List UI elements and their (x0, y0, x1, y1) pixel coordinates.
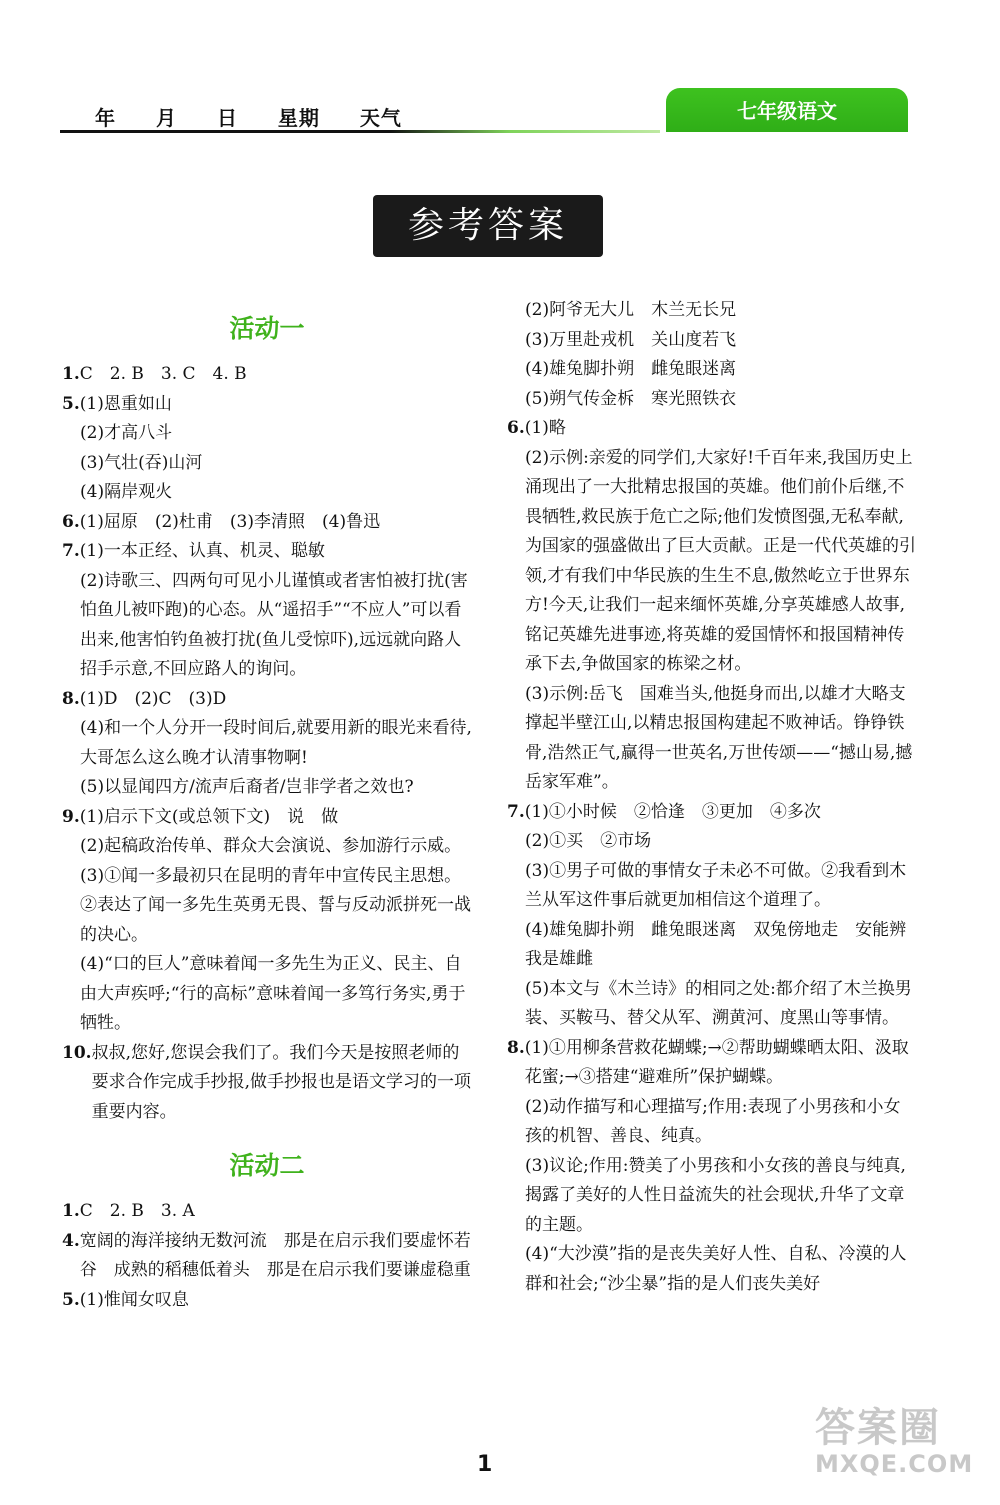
answer-item (62, 567, 472, 685)
section-title-activity-1: 活动一 (229, 314, 305, 343)
question-number: 1. (62, 364, 80, 384)
answer-item (507, 857, 917, 916)
answer-item (62, 803, 472, 833)
question-number: 7. (507, 801, 525, 822)
answer-text: (2)诗歌三、四两句可见小儿谨慎或者害怕被打扰(害怕鱼儿被吓跑)的心态。从“遥招手”“不应人”可以看出来,他害怕钓鱼被打扰(鱼儿受惊吓),远远就向路人招手示意,不回应路人的询问。 (80, 570, 468, 679)
answer-text: (1)略 (524, 418, 566, 438)
answer-text: (2)起稿政治传单、群众大会演说、参加游行示威。 (80, 836, 462, 856)
answer-item (507, 827, 917, 857)
page-title: 参考答案 (373, 195, 603, 257)
answer-text: (1)①用柳条营救花蝴蝶;→②帮助蝴蝶晒太阳、汲取花蜜;→③搭建“避难所”保护蝴蝶。 (524, 1037, 909, 1087)
answer-text: (1)启示下文(或总领下文) 说 做 (79, 806, 339, 827)
answer-text: (3)万里赴戎机 关山度若飞 (525, 329, 737, 350)
answer-text: (4)隔岸观火 (80, 482, 173, 502)
answer-text: (4)雄兔脚扑朔 雌兔眼迷离 双兔傍地走 安能辨我是雄雌 (525, 919, 907, 969)
answer-item (62, 419, 472, 449)
left-column (62, 290, 472, 1315)
date-field-weather: 天气 (359, 106, 402, 130)
answer-item (62, 862, 472, 951)
grade-subject-tab: 七年级语文 (666, 88, 908, 132)
answer-text: (5)本文与《木兰诗》的相同之处:都介绍了木兰换男装、买鞍马、替父从军、溯黄河、度黑山等事情。 (525, 978, 912, 1028)
question-number: 6. (507, 418, 525, 438)
page-header (60, 100, 910, 134)
answers-continued (507, 296, 917, 1299)
question-number: 7. (62, 541, 80, 561)
answer-item (62, 685, 472, 715)
watermark-logo-text: 答案圈 (815, 1405, 941, 1451)
question-number: 8. (507, 1037, 525, 1058)
answer-text: (1)一本正经、认真、机灵、聪敏 (79, 541, 325, 561)
answer-item (62, 950, 472, 1039)
question-number: 4. (62, 1230, 80, 1251)
answer-text: (2)示例:亲爱的同学们,大家好!千百年来,我国历史上涌现出了一大批精忠报国的英雄。他们前仆后继,不畏牺牲,救民族于危亡之际;他们发愤图强,无私奉献,为国家的强盛做出了巨大贡献。正是一代代英雄的引领,才有我们中华民族的生生不息,傲然屹立于世界东方!今天,让我们一起来缅怀英雄,分享英雄感人故事,铭记英雄先进事迹,将英雄的爱国情怀和报国精神传承下去,争做国家的栋梁之材。 (525, 447, 916, 674)
answer-text: (2)才高八斗 (80, 423, 173, 443)
answer-item (507, 385, 917, 415)
question-number: 5. (62, 1289, 80, 1310)
answer-item (507, 975, 917, 1034)
header-rule (60, 130, 660, 133)
answer-item (507, 680, 917, 798)
answer-text: (4)“口的巨人”意味着闻一多先生为正义、民主、自由大声疾呼;“行的高标”意味着闻一多笃行务实,勇于牺牲。 (80, 954, 466, 1033)
answer-item (62, 360, 472, 390)
answer-text: 叔叔,您好,您误会我们了。我们今天是按照老师的要求合作完成手抄报,做手抄报也是语文学习的一项重要内容。 (91, 1042, 471, 1122)
answer-text: (4)雄兔脚扑朔 雌兔眼迷离 (525, 359, 737, 379)
answer-item (507, 798, 917, 828)
question-number: 6. (62, 511, 80, 532)
answer-text: C 2. B 3. C 4. B (79, 364, 247, 384)
answer-text: (3)议论;作用:赞美了小男孩和小女孩的善良与纯真,揭露了美好的人性日益流失的社会现状,升华了文章的主题。 (525, 1155, 906, 1235)
page-number: 1 (477, 1452, 493, 1477)
right-column (507, 296, 917, 1299)
answer-text: (1)D (2)C (3)D (79, 688, 227, 709)
date-weather-fields (95, 102, 434, 131)
answer-text: C 2. B 3. A (79, 1201, 195, 1221)
answer-item (507, 1093, 917, 1152)
date-field-weekday: 星期 (277, 106, 320, 130)
answer-item (507, 326, 917, 356)
date-field-day: 日 (216, 106, 238, 130)
answer-item (507, 1240, 917, 1299)
answer-item (62, 1197, 472, 1227)
answer-item (62, 1039, 472, 1128)
answer-item (62, 508, 472, 538)
answer-text: (3)①闻一多最初只在昆明的青年中宣传民主思想。②表达了闻一多先生英勇无畏、誓与反动派拼死一战的决心。 (80, 865, 471, 945)
answer-item (62, 773, 472, 803)
answer-text: (1)①小时候 ②恰逢 ③更加 ④多次 (524, 801, 821, 822)
answer-item (507, 916, 917, 975)
answer-text: (1)恩重如山 (79, 393, 172, 414)
question-number: 9. (62, 806, 80, 827)
answer-text: (5)以显闻四方/流声后裔者/岂非学者之效也? (80, 777, 414, 797)
answer-item (62, 449, 472, 479)
answer-item (507, 296, 917, 326)
watermark-url-text: MXQE.COM (815, 1450, 974, 1478)
date-field-year: 年 (95, 106, 116, 130)
answer-text: (3)气壮(吞)山河 (80, 452, 203, 473)
answers-activity-1 (62, 360, 472, 1127)
answer-text: (4)和一个人分开一段时间后,就要用新的眼光来看待,大哥怎么这么晚才认清事物啊! (80, 718, 472, 768)
watermark-logo (815, 1405, 985, 1485)
answer-item (62, 537, 472, 567)
answer-text: (1)屈原 (2)杜甫 (3)李清照 (4)鲁迅 (79, 511, 381, 532)
section-title-activity-2: 活动二 (229, 1151, 305, 1180)
answer-text: (3)示例:岳飞 国难当头,他挺身而出,以雄才大略支撑起半壁江山,以精忠报国构建起不败神话。铮铮铁骨,浩然正气,赢得一世英名,万世传颂——“撼山易,撼岳家军难”。 (525, 683, 913, 792)
answer-text: (2)①买 ②市场 (525, 831, 652, 851)
answer-text: (2)阿爷无大儿 木兰无长兄 (525, 300, 737, 320)
question-number: 10. (62, 1042, 92, 1063)
question-number: 1. (62, 1201, 80, 1221)
answer-text: (4)“大沙漠”指的是丧失美好人性、自私、冷漠的人群和社会;“沙尘暴”指的是人们丧失美好 (525, 1244, 907, 1294)
answer-text: 宽阔的海洋接纳无数河流 那是在启示我们要虚怀若谷 成熟的稻穗低着头 那是在启示我们要谦虚稳重 (79, 1230, 471, 1280)
answer-item (507, 355, 917, 385)
answer-item (507, 414, 917, 444)
answer-item (62, 390, 472, 420)
answer-item (62, 714, 472, 773)
answers-activity-2 (62, 1197, 472, 1315)
answer-item (62, 832, 472, 862)
answer-item (62, 1227, 472, 1286)
answer-item (507, 1034, 917, 1093)
answer-text: (2)动作描写和心理描写;作用:表现了小男孩和小女孩的机智、善良、纯真。 (525, 1096, 901, 1146)
question-number: 5. (62, 393, 80, 414)
question-number: 8. (62, 688, 80, 709)
answer-item (507, 1152, 917, 1241)
answer-item (62, 1286, 472, 1316)
answer-item (62, 478, 472, 508)
answer-item (507, 444, 917, 680)
answer-text: (5)朔气传金柝 寒光照铁衣 (525, 388, 737, 409)
answer-text: (3)①男子可做的事情女子未必不可做。②我看到木兰从军这件事后就更加相信这个道理了。 (525, 860, 907, 910)
answer-text: (1)惟闻女叹息 (79, 1289, 189, 1310)
date-field-month: 月 (155, 106, 177, 130)
